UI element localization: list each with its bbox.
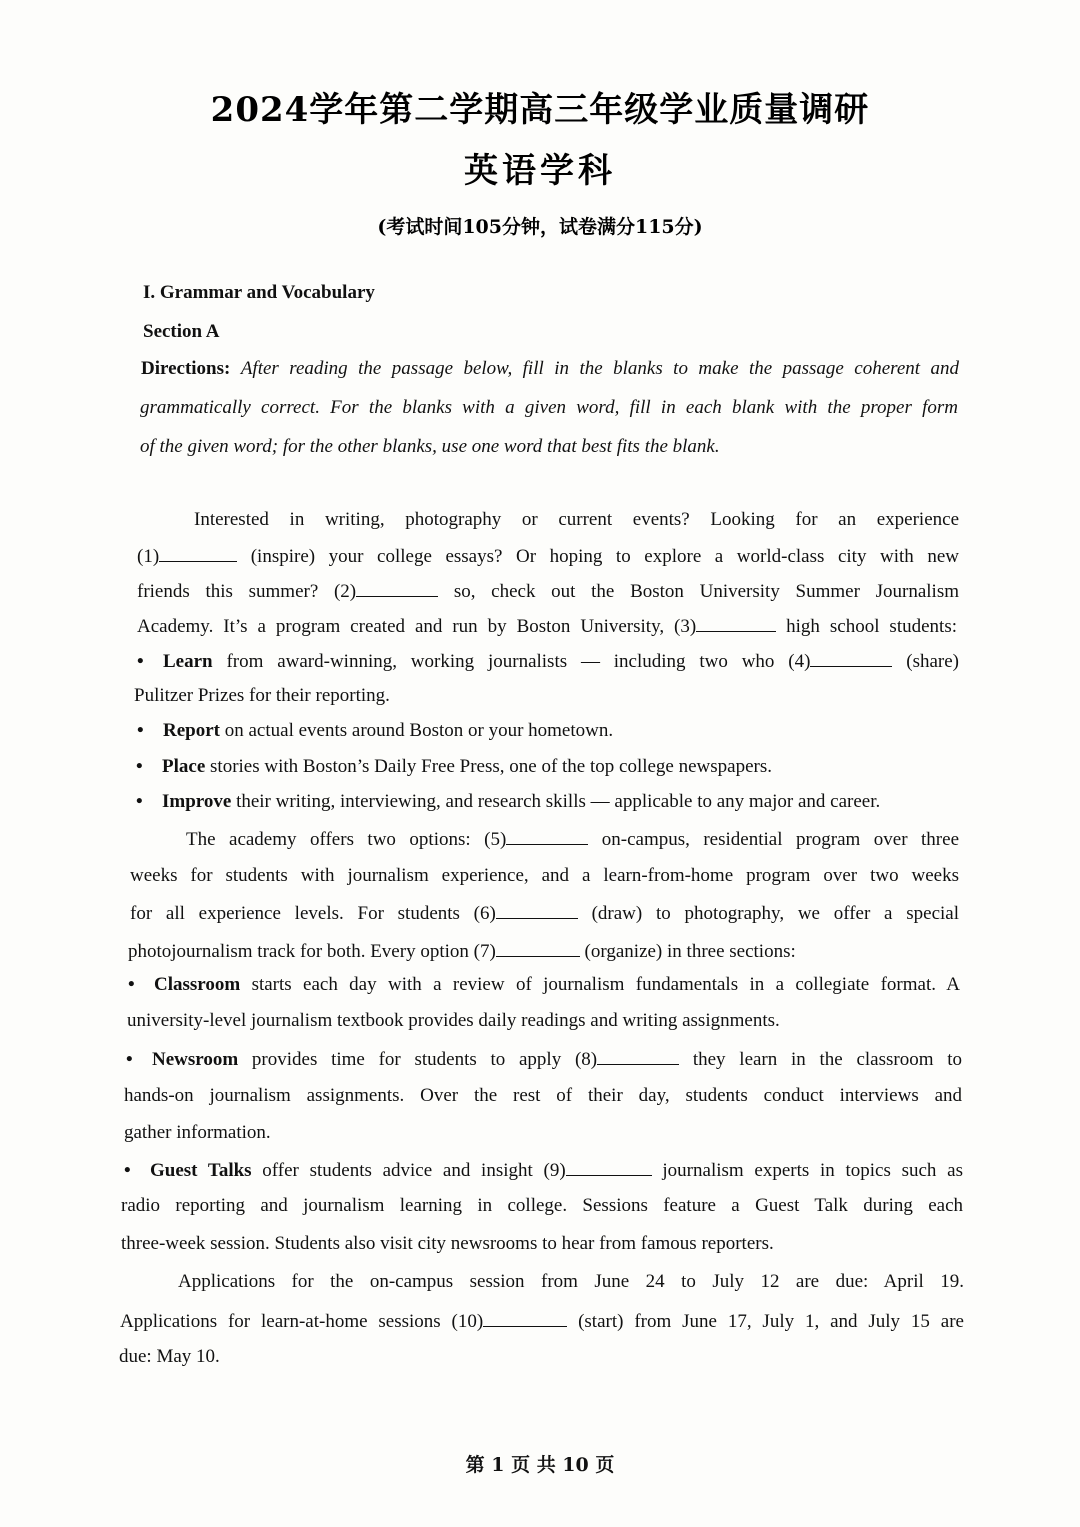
blank-6[interactable] — [496, 900, 578, 919]
bullet-item-learn: • Learn from award-winning, working journalists — including two who (4) (share) — [137, 648, 959, 674]
bullet-continuation: gather information. — [124, 1122, 271, 1143]
passage-line: due: May 10. — [119, 1346, 220, 1367]
directions-line-2: grammatically correct. For the blanks with a given word, fill in each blank with the proper form — [140, 397, 958, 418]
blank-2[interactable] — [356, 578, 438, 597]
passage-line: Applications for learn-at-home sessions (10) (start) from June 17, July 1, and July 15 are — [120, 1308, 964, 1334]
bullet-item-guest-talks: • Guest Talks offer students advice and insight (9) journalism experts in topics such as — [124, 1157, 963, 1183]
exam-info: (考试时间105分钟，试卷满分115分) — [377, 216, 703, 238]
bullet-continuation: radio reporting and journalism learning in college. Sessions feature a Guest Talk during each — [121, 1195, 963, 1216]
part-heading: I. Grammar and Vocabulary — [143, 282, 375, 303]
bullet-item-improve: • Improve their writing, interviewing, and research skills — applicable to any major and career. — [136, 791, 881, 812]
bullet-icon: • — [136, 756, 143, 777]
bullet-item-classroom: • Classroom starts each day with a review of journalism fundamentals in a collegiate format. A — [128, 974, 960, 995]
bullet-continuation: hands-on journalism assignments. Over the rest of their day, students conduct interviews and — [124, 1085, 962, 1106]
blank-3[interactable] — [696, 613, 776, 632]
bullet-item-place: • Place stories with Boston’s Daily Free Press, one of the top college newspapers. — [136, 756, 772, 777]
page-number: 第 1 页 共 10 页 — [465, 1454, 615, 1476]
bullet-continuation: university-level journalism textbook provides daily readings and writing assignments. — [127, 1010, 780, 1031]
bullet-item-newsroom: • Newsroom provides time for students to apply (8) they learn in the classroom to — [126, 1046, 962, 1072]
bullet-icon: • — [126, 1049, 133, 1070]
passage-line: (1) (inspire) your college essays? Or hoping to explore a world-class city with new — [137, 543, 959, 569]
passage-line: The academy offers two options: (5) on-campus, residential program over three — [186, 826, 959, 852]
bullet-icon: • — [136, 791, 143, 812]
passage-line: weeks for students with journalism experience, and a learn-from-home program over two weeks — [130, 865, 959, 886]
bullet-icon: • — [137, 720, 144, 741]
blank-7[interactable] — [496, 938, 580, 957]
directions-line-3: of the given word; for the other blanks, use one word that best fits the blank. — [140, 436, 720, 457]
bullet-icon: • — [124, 1160, 131, 1181]
passage-line: Applications for the on-campus session from June 24 to July 12 are due: April 19. — [178, 1271, 964, 1292]
blank-8[interactable] — [597, 1046, 679, 1065]
subject-title: 英语学科 — [464, 151, 616, 191]
passage-line: photojournalism track for both. Every option (7) (organize) in three sections: — [128, 938, 796, 964]
bullet-continuation: three-week session. Students also visit city newsrooms to hear from famous reporters. — [121, 1233, 774, 1254]
directions-label: Directions: — [141, 358, 231, 379]
bullet-icon: • — [128, 974, 135, 995]
directions-text-1: After reading the passage below, fill in the blanks to make the passage coherent and — [240, 358, 960, 379]
passage-line: Interested in writing, photography or current events? Looking for an experience — [194, 509, 959, 530]
bullet-continuation: Pulitzer Prizes for their reporting. — [134, 685, 390, 706]
blank-10[interactable] — [483, 1308, 567, 1327]
blank-9[interactable] — [566, 1157, 652, 1176]
passage-line: friends this summer? (2) so, check out the Boston University Summer Journalism — [137, 578, 959, 604]
blank-1[interactable] — [159, 543, 237, 562]
exam-title: 2024学年第二学期高三年级学业质量调研 — [210, 90, 870, 130]
bullet-icon: • — [137, 651, 144, 672]
passage-line: Academy. It’s a program created and run by Boston University, (3) high school students: — [137, 613, 957, 639]
blank-4[interactable] — [810, 648, 892, 667]
passage-line: for all experience levels. For students (6) (draw) to photography, we offer a special — [130, 900, 959, 926]
bullet-item-report: • Report on actual events around Boston or your hometown. — [137, 720, 614, 741]
section-heading: Section A — [143, 321, 220, 342]
directions-line-1 — [141, 357, 959, 381]
blank-5[interactable] — [506, 826, 588, 845]
